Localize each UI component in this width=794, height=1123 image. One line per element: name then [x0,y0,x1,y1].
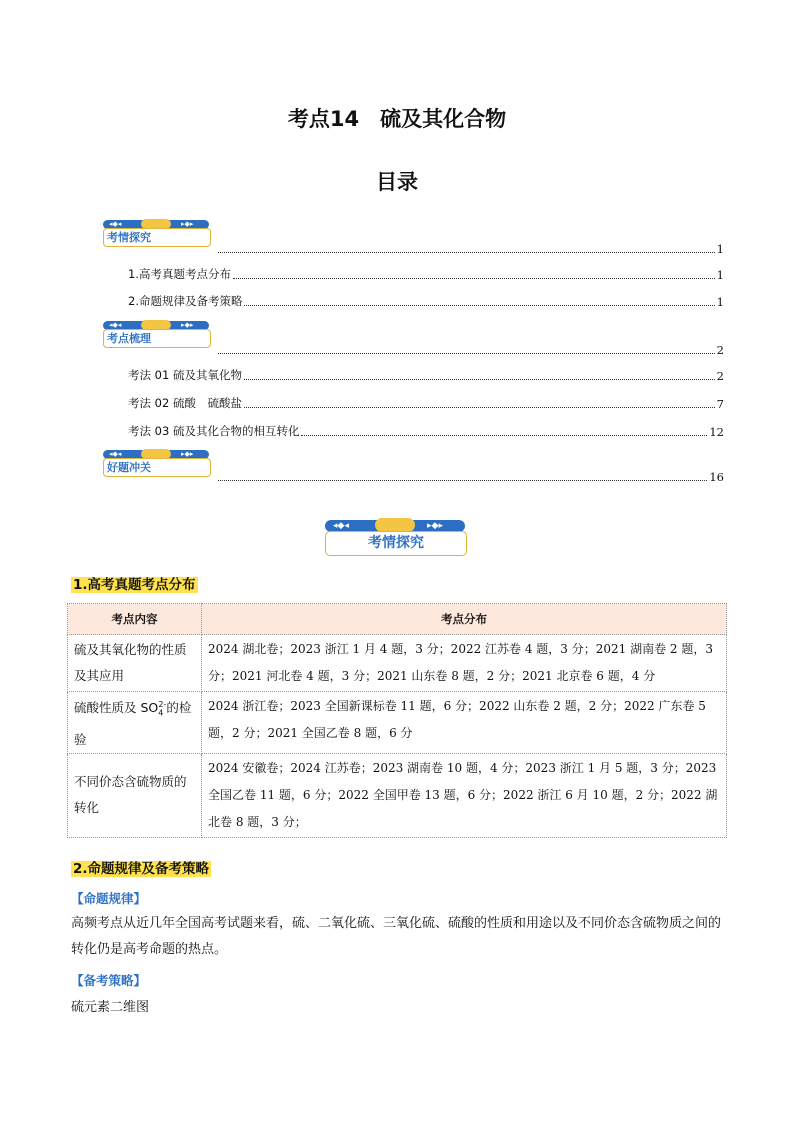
table-row [68,635,727,692]
toc-text: 考法 03 硫及其化合物的相互转化 [128,424,300,438]
rule-label: 【命题规律】 [71,891,147,906]
toc-entry-haoti[interactable] [216,468,724,484]
toc-page: 1 [716,295,724,309]
arrow-left-icon: ◂◆◂ [109,321,122,329]
toc-text: 考法 01 硫及其氧化物 [128,368,242,382]
arrow-right-icon: ▸◆▸ [181,220,194,228]
badge-pill [375,518,415,532]
arrow-left-icon: ◂◆◂ [109,220,122,228]
toc-entry-3[interactable] [128,367,724,383]
arrow-right-icon: ▸◆▸ [181,321,194,329]
toc-entry-kaodian[interactable] [216,341,724,357]
toc-page: 1 [716,242,724,256]
table-cell-info: 2024 湖北卷；2023 浙江 1 月 4 题，3 分；2022 江苏卷 4 题，3 分；2021 湖南卷 2 题，3 分；2021 河北卷 4 题，3 分；2021 山东卷 8 题，2 分；2021 北京卷 6 题，4 分 [202,635,727,692]
badge-label: 考点梳理 [107,332,151,345]
badge-label: 考情探究 [107,231,151,244]
table-header: 考点内容 [68,604,202,635]
subscript: 4 [158,708,164,718]
toc-text: 2.命题规律及备考策略 [128,294,243,308]
section1-heading [71,574,198,595]
toc-leader [301,435,707,436]
toc-leader [244,379,715,380]
strategy-label: 【备考策略】 [71,973,147,988]
badge-label: 考情探究 [368,535,424,551]
toc-text: 1.高考真题考点分布 [128,267,231,281]
arrow-right-icon: ▸◆▸ [181,450,194,458]
toc-leader [233,278,715,279]
section2-heading-text: 2.命题规律及备考策略 [73,861,210,877]
toc-page: 7 [716,397,724,411]
toc-text: 考法 02 硫酸 硫酸盐 [128,396,242,410]
table-cell-topic: 不同价态含硫物质的转化 [68,753,202,837]
toc-entry-2[interactable] [128,293,724,309]
topic-text: 的检验 [74,700,192,747]
table-cell-info: 2024 浙江卷；2023 全国新课标卷 11 题，6 分；2022 山东卷 2 题，2 分；2022 广东卷 5 题，2 分；2021 全国乙卷 8 题，6 分 [202,692,727,754]
toc-page: 2 [716,343,724,357]
table-header: 考点分布 [202,604,727,635]
toc-page: 12 [709,425,724,439]
toc-badge-kaodian[interactable] [103,321,211,349]
toc-heading: 目录 [376,170,418,194]
toc-entry-kaoqing[interactable] [216,240,724,256]
toc-badge-kaoqing[interactable] [103,220,211,248]
section2-heading [71,858,211,879]
arrow-right-icon: ▸◆▸ [427,521,443,531]
toc-entry-4[interactable] [128,395,724,411]
topic-text: 硫酸性质及 SO [74,700,159,716]
table-row [68,753,727,837]
toc-page: 16 [709,470,724,484]
arrow-left-icon: ◂◆◂ [109,450,122,458]
table-cell-topic [68,692,202,754]
badge-label: 好题冲关 [107,461,151,474]
toc-page: 1 [716,268,724,282]
toc-entry-5[interactable] [128,423,724,439]
table-header-row [68,604,727,635]
section-badge [325,520,467,558]
distribution-table [67,603,727,838]
superscript: 2- [158,700,167,709]
toc-entry-1[interactable] [128,266,724,282]
toc-leader [218,480,707,481]
toc-leader [244,305,714,306]
toc-leader [218,353,715,354]
toc-badge-haoti[interactable] [103,450,211,478]
toc-page: 2 [716,369,724,383]
table-cell-topic: 硫及其氧化物的性质及其应用 [68,635,202,692]
section1-heading-text: 1.高考真题考点分布 [73,577,196,593]
toc-leader [244,407,715,408]
table-row [68,692,727,754]
strategy-text: 硫元素二维图 [71,1000,150,1015]
toc-leader [218,252,715,253]
table-cell-info: 2024 安徽卷；2024 江苏卷；2023 湖南卷 10 题，4 分；2023 浙江 1 月 5 题，3 分；2023 全国乙卷 11 题，6 分；2022 全国甲卷 13 题，6 分；2022 浙江 6 月 10 题，2 分；2022 湖北卷 8 题，3 分； [202,753,727,837]
arrow-left-icon: ◂◆◂ [333,521,349,531]
rule-text: 高频考点从近几年全国高考试题来看，硫、二氧化硫、三氧化硫、硫酸的性质和用途以及不同价态含硫物质之间的转化仍是高考命题的热点。 [71,916,722,957]
document-title: 考点14 硫及其化合物 [287,107,507,131]
